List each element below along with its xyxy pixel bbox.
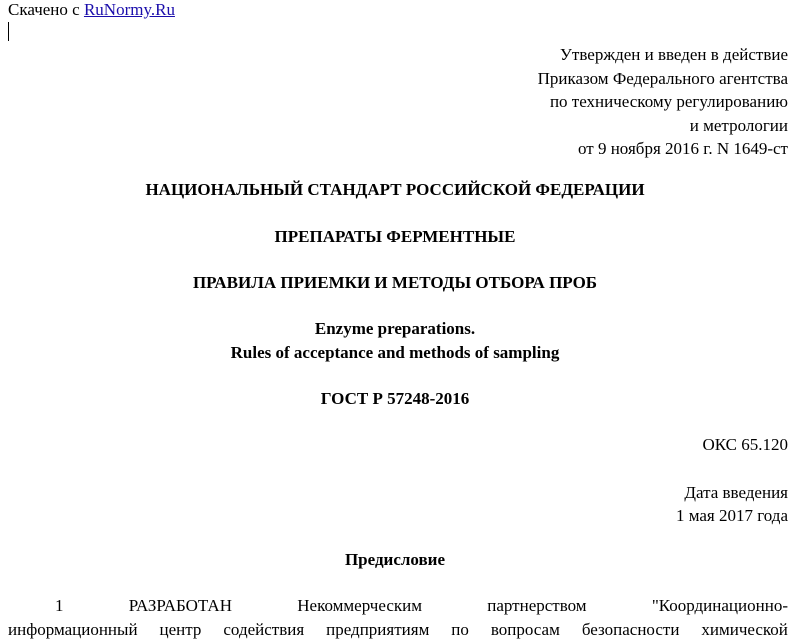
word: 1 <box>55 596 64 615</box>
introduction-label: Дата введения <box>684 483 788 502</box>
approval-line: и метрологии <box>689 115 788 135</box>
word: Некоммерческим <box>297 596 422 615</box>
paragraph-line <box>8 594 788 618</box>
approval-line: Утвержден и введен в действие <box>559 45 788 64</box>
paragraph-line <box>8 618 788 642</box>
foreword-paragraph-1 <box>8 594 788 642</box>
foreword-heading: Предисловие <box>344 550 446 569</box>
approval-line: от 9 ноября 2016 г. N 1649-ст <box>578 139 788 158</box>
oks-code: ОКС 65.120 <box>702 435 788 454</box>
word: информационный <box>8 620 138 639</box>
word: центр <box>159 620 202 639</box>
word: по <box>451 620 469 639</box>
word: вопросам <box>490 620 560 639</box>
word: химической <box>701 620 788 639</box>
word: "Координационно- <box>651 596 788 615</box>
approval-line: Приказом Федерального агентства <box>537 68 788 88</box>
approval-line: по техническому регулированию <box>549 92 788 111</box>
source-link[interactable]: RuNormy.Ru <box>83 0 175 19</box>
title-ru-1: ПРЕПАРАТЫ ФЕРМЕНТНЫЕ <box>274 227 516 246</box>
word: партнерством <box>487 596 587 615</box>
introduction-date-block <box>676 481 788 527</box>
word: безопасности <box>581 620 680 639</box>
standard-type-heading: НАЦИОНАЛЬНЫЙ СТАНДАРТ РОССИЙСКОЙ ФЕДЕРАЦИИ <box>145 180 645 199</box>
gost-number: ГОСТ Р 57248-2016 <box>320 389 470 408</box>
text-caret <box>8 22 9 41</box>
title-ru-2: ПРАВИЛА ПРИЕМКИ И МЕТОДЫ ОТБОРА ПРОБ <box>192 273 598 292</box>
title-en-2: Rules of acceptance and methods of sampling <box>230 343 560 362</box>
introduction-date: 1 мая 2017 года <box>675 506 788 525</box>
approval-block <box>538 43 788 161</box>
word: предприятиям <box>326 620 430 639</box>
source-line <box>8 0 175 20</box>
title-en-1: Enzyme preparations. <box>314 319 476 338</box>
source-prefix: Скачено с <box>8 0 84 19</box>
word: РАЗРАБОТАН <box>128 596 232 615</box>
word: содействия <box>223 620 305 639</box>
